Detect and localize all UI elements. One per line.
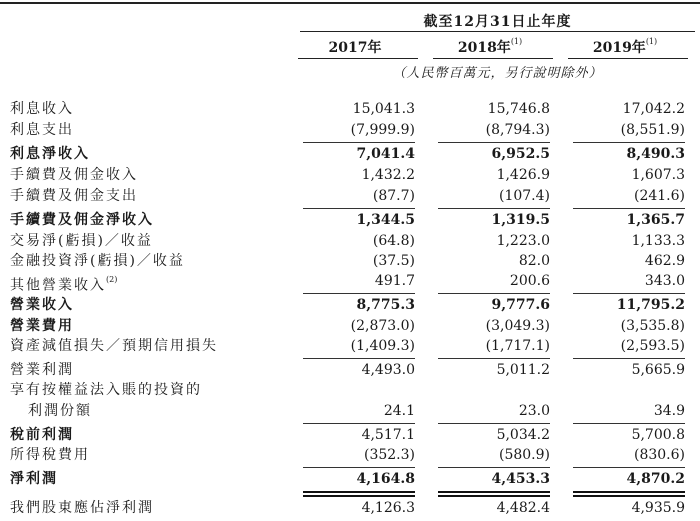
- table-row: [0, 445, 700, 466]
- subtotal-rule: [573, 142, 685, 143]
- value-2019: 5,665.9: [631, 362, 685, 378]
- value-2017: 1,432.2: [361, 167, 415, 183]
- value-2017: (37.5): [372, 253, 415, 269]
- value-2018: 4,453.3: [491, 471, 550, 487]
- value-2018: 9,777.6: [491, 297, 550, 313]
- table-row: [0, 469, 700, 490]
- value-2017: (7,999.9): [350, 122, 415, 138]
- value-2019: (830.6): [633, 447, 685, 463]
- value-2017: (2,873.0): [350, 318, 415, 334]
- subtotal-rule: [303, 142, 415, 143]
- column-note: (1): [510, 37, 523, 47]
- subtotal-rule: [303, 467, 415, 468]
- value-2018: 1,223.0: [496, 233, 550, 249]
- row-label: 交易淨(虧損)／收益: [10, 233, 153, 249]
- column-year: 2019年: [592, 40, 646, 56]
- value-2018: 5,034.2: [496, 427, 550, 443]
- table-row: [0, 271, 700, 292]
- value-2018: (3,049.3): [485, 318, 550, 334]
- value-2018: 4,482.4: [496, 500, 550, 516]
- subtotal-rule: [438, 293, 550, 294]
- value-2018: 5,011.2: [496, 362, 550, 378]
- column-year: 2018年: [457, 40, 511, 56]
- table-row: [0, 144, 700, 165]
- value-2018: 6,952.5: [491, 146, 550, 162]
- row-label: 利息淨收入: [10, 146, 90, 162]
- value-2019: 1,133.3: [631, 233, 685, 249]
- row-label: 享有按權益法入賬的投資的: [10, 382, 202, 398]
- value-2019: (241.6): [633, 188, 685, 204]
- period-header-rule: [300, 31, 695, 32]
- value-2019: (8,551.9): [620, 122, 685, 138]
- subtotal-rule: [438, 467, 550, 468]
- subtotal-rule: [303, 208, 415, 209]
- subtotal-rule: [303, 423, 415, 424]
- subtotal-rule: [573, 467, 685, 468]
- table-row: [0, 360, 700, 381]
- value-2019: 462.9: [644, 253, 685, 269]
- total-double-rule: [438, 495, 550, 497]
- row-label: 稅前利潤: [10, 427, 74, 443]
- column-year: 2017年: [328, 40, 382, 56]
- value-2018: (107.4): [498, 188, 550, 204]
- total-double-rule: [303, 495, 415, 497]
- value-2019: (2,593.5): [620, 338, 685, 354]
- column-note: (1): [645, 37, 658, 47]
- subtotal-rule: [438, 208, 550, 209]
- table-row: [0, 165, 700, 186]
- value-2017: 15,041.3: [352, 101, 415, 117]
- units-note: （人民幣百萬元，另行說明除外）: [392, 66, 603, 81]
- table-row: [0, 295, 700, 316]
- value-2019: 17,042.2: [622, 101, 685, 117]
- value-2018: 1,426.9: [496, 167, 550, 183]
- column-header-2018: [430, 37, 550, 55]
- row-label: 利息收入: [10, 101, 74, 117]
- value-2018: 1,319.5: [491, 212, 550, 228]
- table-row: [0, 401, 700, 422]
- subtotal-rule: [573, 208, 685, 209]
- subtotal-rule: [438, 423, 550, 424]
- total-double-rule: [573, 495, 685, 497]
- row-label: 利潤份額: [28, 403, 92, 419]
- value-2019: 8,490.3: [626, 146, 685, 162]
- row-label: 金融投資淨(虧損)／收益: [10, 253, 185, 269]
- subtotal-rule: [438, 358, 550, 359]
- value-2017: 491.7: [374, 273, 415, 289]
- row-label: 所得稅費用: [10, 447, 90, 463]
- footnote-marker: (2): [106, 275, 118, 284]
- row-label: 手續費及佣金淨收入: [10, 212, 154, 228]
- column-header-2017: [295, 37, 415, 55]
- column-rule: [568, 58, 688, 59]
- total-double-rule: [573, 491, 685, 493]
- value-2018: (580.9): [498, 447, 550, 463]
- table-row: [0, 210, 700, 231]
- period-header: 截至12月31日止年度: [423, 14, 572, 30]
- table-row: [0, 336, 700, 357]
- value-2019: 11,795.2: [616, 297, 685, 313]
- table-row: [0, 380, 700, 401]
- table-row: [0, 231, 700, 252]
- table-row: [0, 186, 700, 207]
- value-2018: (8,794.3): [485, 122, 550, 138]
- value-2018: 200.6: [509, 273, 550, 289]
- table-row: [0, 498, 700, 519]
- total-double-rule: [438, 491, 550, 493]
- subtotal-rule: [573, 423, 685, 424]
- column-header-2019: [565, 37, 685, 55]
- value-2018: 82.0: [518, 253, 550, 269]
- row-label: 手續費及佣金支出: [10, 188, 138, 204]
- top-rule: [0, 2, 700, 4]
- row-label: 我們股東應佔淨利潤: [10, 500, 154, 516]
- value-2018: 15,746.8: [487, 101, 550, 117]
- column-rule: [433, 58, 553, 59]
- value-2017: 4,493.0: [361, 362, 415, 378]
- value-2019: 4,935.9: [631, 500, 685, 516]
- table-row: [0, 120, 700, 141]
- value-2017: 4,164.8: [356, 471, 415, 487]
- row-label: 手續費及佣金收入: [10, 167, 138, 183]
- value-2019: 1,365.7: [626, 212, 685, 228]
- row-label: 營業收入: [10, 297, 74, 313]
- value-2019: 343.0: [644, 273, 685, 289]
- subtotal-rule: [303, 358, 415, 359]
- subtotal-rule: [438, 142, 550, 143]
- value-2017: 7,041.4: [356, 146, 415, 162]
- value-2018: 23.0: [518, 403, 550, 419]
- value-2019: 4,870.2: [626, 471, 685, 487]
- subtotal-rule: [573, 358, 685, 359]
- value-2017: (87.7): [372, 188, 415, 204]
- row-label-text: 其他營業收入: [10, 277, 106, 294]
- value-2019: 34.9: [653, 403, 685, 419]
- row-label: 營業費用: [10, 318, 74, 334]
- value-2017: 24.1: [383, 403, 415, 419]
- table-row: [0, 425, 700, 446]
- value-2019: 5,700.8: [631, 427, 685, 443]
- value-2017: 4,517.1: [361, 427, 415, 443]
- value-2017: (352.3): [363, 447, 415, 463]
- value-2017: 1,344.5: [356, 212, 415, 228]
- value-2019: (3,535.8): [620, 318, 685, 334]
- table-row: [0, 99, 700, 120]
- column-rule: [298, 58, 418, 59]
- row-label: 營業利潤: [10, 362, 74, 378]
- subtotal-rule: [573, 293, 685, 294]
- value-2017: 8,775.3: [356, 297, 415, 313]
- row-label: 利息支出: [10, 122, 74, 138]
- value-2017: (64.8): [372, 233, 415, 249]
- table-row: [0, 251, 700, 272]
- row-label: 資產減值損失／預期信用損失: [10, 338, 218, 354]
- row-label: 淨利潤: [10, 471, 58, 487]
- table-row: [0, 316, 700, 337]
- subtotal-rule: [303, 293, 415, 294]
- row-label: [10, 271, 117, 292]
- value-2018: (1,717.1): [485, 338, 550, 354]
- total-double-rule: [303, 491, 415, 493]
- value-2019: 1,607.3: [631, 167, 685, 183]
- value-2017: (1,409.3): [350, 338, 415, 354]
- value-2017: 4,126.3: [361, 500, 415, 516]
